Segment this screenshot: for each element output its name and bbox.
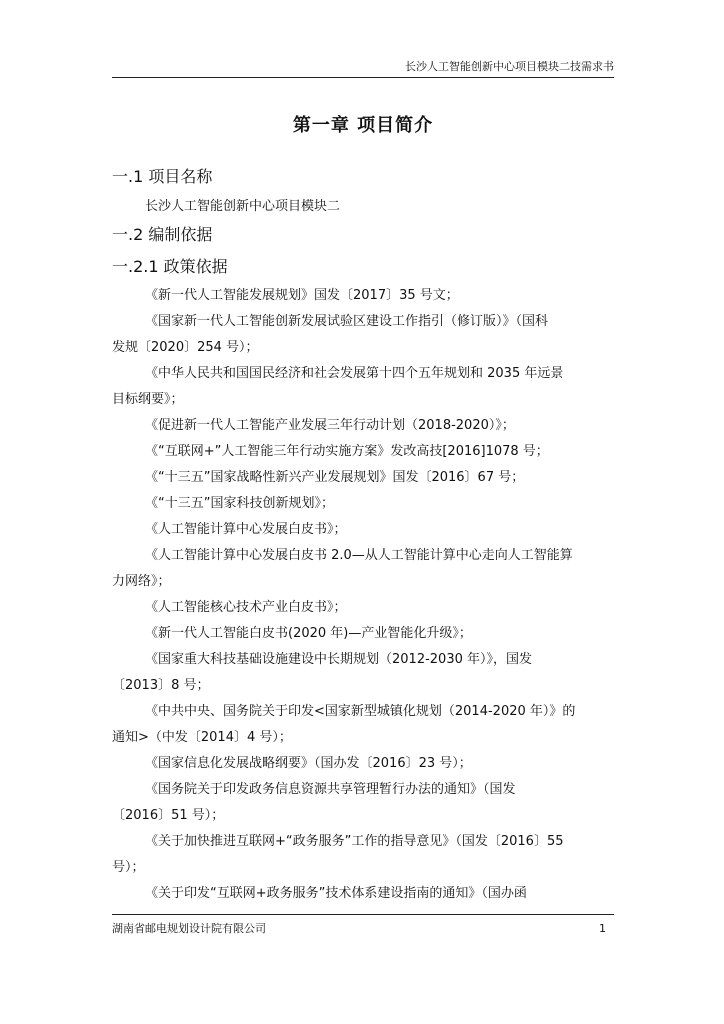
policy-line: 《“十三五”国家科技创新规划》； [145,496,334,511]
policy-line: 《国家新一代人工智能创新发展试验区建设工作指引（修订版）》（国科 [145,314,549,329]
policy-line: 《中共中央、国务院关于印发<国家新型城镇化规划（2014-2020 年）》的 [145,704,576,719]
policy-line: 力网络》； [112,574,171,589]
policy-line: 《促进新一代人工智能产业发展三年行动计划（2018-2020）》； [145,418,515,433]
footer-organization: 湖南省邮电规划设计院有限公司 [112,922,266,935]
policy-line: 《国家重大科技基础设施建设中长期规划（2012-2030 年）》，国发 [145,652,532,667]
section-heading-2: 一.2 编制依据 [112,225,213,244]
policy-line: 〔2013〕8 号； [112,678,210,693]
policy-line: 《关于印发“互联网+政务服务”技术体系建设指南的通知》（国办函 [145,886,527,901]
policy-line: 《新一代人工智能白皮书(2020 年)—产业智能化升级》； [145,626,472,641]
policy-line: 《人工智能计算中心发展白皮书 2.0—从人工智能计算中心走向人工智能算 [145,548,573,563]
project-name: 长沙人工智能创新中心项目模块二 [145,199,341,214]
policy-line: 《关于加快推进互联网+“政务服务”工作的指导意见》（国发〔2016〕55 [145,834,564,849]
policy-line: 〔2016〕51 号）； [112,808,225,823]
policy-line: 《“十三五”国家战略性新兴产业发展规划》国发〔2016〕67 号； [145,470,525,485]
policy-line: 目标纲要》； [112,392,184,407]
chapter-title: 第一章 项目简介 [292,115,434,136]
policy-line: 《国家信息化发展战略纲要》（国办发〔2016〕23 号）； [145,756,472,771]
running-header: 长沙人工智能创新中心项目模块二技需求书 [405,60,614,73]
policy-line: 《新一代人工智能发展规划》国发〔2017〕35 号文； [145,288,459,303]
footer-rule [112,914,614,915]
policy-line: 《中华人民共和国国民经济和社会发展第十四个五年规划和 2035 年远景 [145,366,564,381]
policy-line: 《“互联网+”人工智能三年行动实施方案》发改高技[2016]1078 号； [145,444,549,459]
page-number: 1 [599,922,606,935]
header-rule [112,77,614,78]
policy-line: 《人工智能核心技术产业白皮书》； [145,600,347,615]
section-heading-1: 一.1 项目名称 [112,167,213,186]
policy-line: 通知>（中发〔2014〕4 号）； [112,730,292,745]
page-footer [112,922,614,936]
policy-line: 发规〔2020〕254 号）； [112,340,259,355]
policy-line: 《国务院关于印发政务信息资源共享管理暂行办法的通知》（国发 [145,782,516,797]
policy-line: 《人工智能计算中心发展白皮书》； [145,522,347,537]
policy-line: 号）； [112,860,145,875]
subsection-heading-2-1: 一.2.1 政策依据 [112,257,228,276]
